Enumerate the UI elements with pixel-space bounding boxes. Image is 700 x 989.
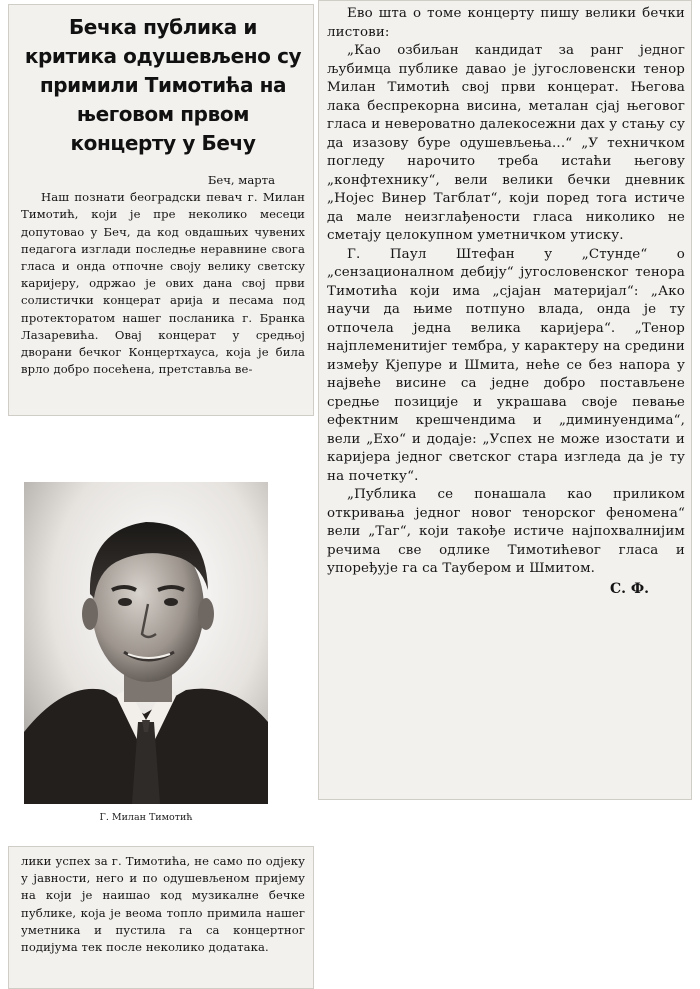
article-continuation <box>8 846 314 989</box>
author-signature: С. Ф. <box>609 580 649 597</box>
portrait-photo <box>24 482 268 804</box>
reviews-intro: Ево шта о томе концерту пишу велики бечки листови: <box>327 6 685 40</box>
review-tagblatt: „Као озбиљан кандидат за ранг једног љубимца публике давао је југословенски тенор Милан Тимотић свој први концерат. Његова лака беспрекорна висина, металан сјај његовог гласа и невероватно далекосежни дах у стању су да изазову буре одушевљења...“ „У техничком погледу нарочито треба истаћи његову „конфтехнику“, вели велики бечки дневник „Нојес Винер Тагблат“, који поред тога истиче да мале неизглађености гласа николико не сметају целокупном уметничком утиску. <box>327 43 685 243</box>
article-head-column <box>8 4 314 416</box>
dateline: Беч, марта <box>207 173 275 187</box>
portrait-image <box>24 482 268 804</box>
lead-paragraph: Наш познати београдски певач г. Милан Тимотић, који је пре неколико месеци допутовао у Беч, да код овдашњих чувених педагога изглади последње неравнине свога гласа и онда отпочне своју велику светску каријеру, одржао је ових дана свој први солистички концерат арија и песама под протекторатом нашег посланика г. Бранка Лазаревића. Овај концерат у средњој дворани бечког Концертхауса, која је била врло добро посећена, претставља ве- <box>21 190 305 377</box>
review-tag: „Публика се понашала као приликом откривања једног новог тенорског феномена“ вели „Таг“, који такође истиче најпохвалнијим речима све одлике Тимотићевог гласа и упоређује га са Таубером и Шмитом. <box>327 487 685 576</box>
review-stunde-echo: Г. Паул Штефан у „Стунде“ о „сензационалном дебију“ југословенског тенора Тимотића који има „сјајан материјал“: „Ако научи да њиме потпуно влада, онда је ту отпочела једна велика каријера“. „Тенор најплеменитијег тембра, у карактеру на средини између Кјепуре и Шмита, неће се без напора у највеће висине са једне добро постављене средње позиције и украшава своје певање ефектним крешчендима и „диминуендима“, вели „Ехо“ и додаје: „Успех не може изостати и каријера једног светског стара изгледа да је ту на почетку“. <box>327 246 685 484</box>
photo-caption: Г. Милан Тимотић <box>99 812 193 823</box>
continuation-paragraph: лики успех за г. Тимотића, не само по одјеку у јавности, него и по одушевљеном пријему на који је наишао код музикалне бечке публике, која је веома топло примила нашег уметника и пустила га са концертног подијума тек после неколико додатака. <box>21 854 305 955</box>
article-headline: Бечка публика и критика одушевљено су примили Тимотића на његовом првом концерту у Бечу <box>24 15 302 155</box>
reviews-column <box>318 0 692 800</box>
